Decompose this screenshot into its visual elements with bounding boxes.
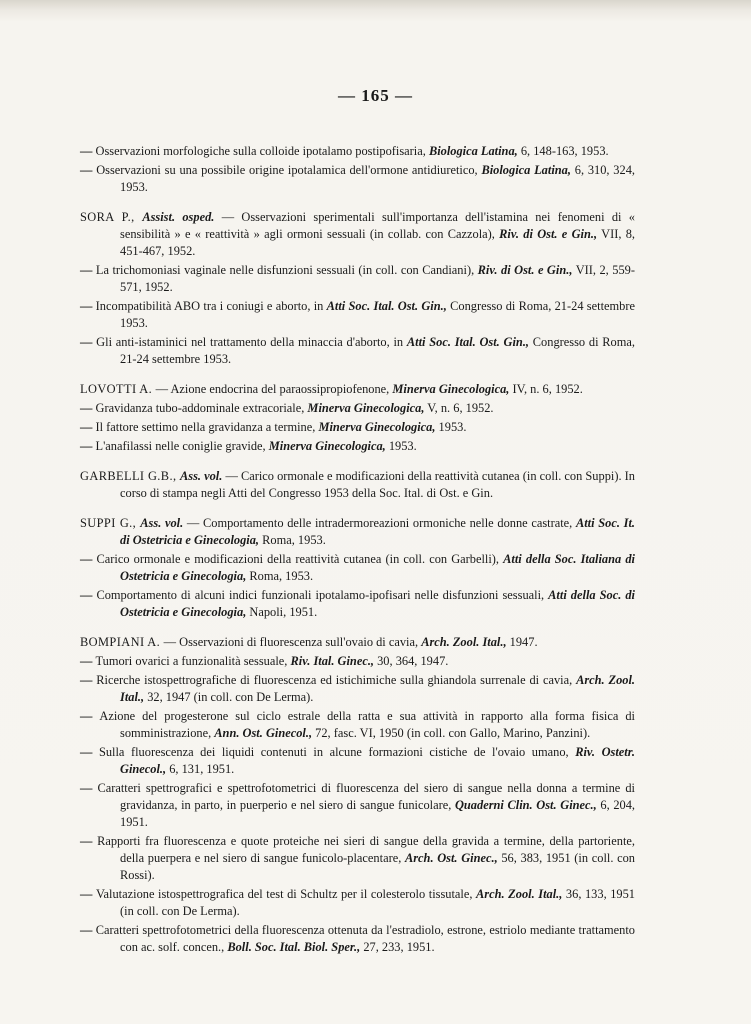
entry-text: VII, 8, 451-467, 1952. <box>120 227 635 258</box>
entry-text: Tumori ovarici a funzionalità sessuale, <box>95 654 291 668</box>
entry-text: 6, 310, 324, 1953. <box>120 163 635 194</box>
entry-text: Osservazioni morfologiche sulla colloide ipotalamo postipofisaria, <box>95 144 429 158</box>
bibliography-entry <box>80 515 635 549</box>
entry-author: SORA P., <box>80 210 143 224</box>
entry-text: Carico ormonale e modificazioni della reattività cutanea (in coll. con Garbelli), <box>96 552 504 566</box>
entry-text: Incompatibilità ABO tra i coniugi e aborto, in <box>95 299 327 313</box>
entry-text: — Comportamento delle intradermoreazioni ormoniche nelle donne castrate, <box>183 516 576 530</box>
entry-text: Gli anti-istaminici nel trattamento della minaccia d'aborto, in <box>96 335 407 349</box>
entry-author: GARBELLI G.B., <box>80 469 180 483</box>
bibliography-entry <box>80 209 635 260</box>
entry-text: 56, 383, 1951 (in coll. con Rossi). <box>120 851 635 882</box>
journal-title: Atti della Soc. di Ostetricia e Ginecologia, <box>120 588 635 619</box>
bibliography-entry <box>80 162 635 196</box>
journal-title: Riv. di Ost. e Gin., <box>499 227 598 241</box>
entry-text: 1953. <box>385 439 417 453</box>
entry-text: — Osservazioni sperimentali sull'importanza dell'istamina nei fenomeni di « sensibilità » e « reattività » agli ormoni sessuali (in collab. con Cazzola), <box>120 210 635 241</box>
journal-title: Riv. di Ost. e Gin., <box>477 263 573 277</box>
bibliography-entry <box>80 400 635 417</box>
entry-text: Ricerche istospettrografiche di fluorescenza ed istichimiche sulla ghiandola surrenale di cavia, <box>96 673 577 687</box>
entry-text: 27, 233, 1951. <box>360 940 435 954</box>
entry-dash: — <box>80 144 96 158</box>
bibliography-section <box>80 634 635 956</box>
entry-dash: — <box>80 834 98 848</box>
journal-title: Atti Soc. Ital. Ost. Gin., <box>406 335 530 349</box>
bibliography-entry <box>80 298 635 332</box>
bibliography-entry <box>80 886 635 920</box>
journal-title: Ann. Ost. Ginecol., <box>214 726 313 740</box>
bibliography-section <box>80 515 635 621</box>
entry-text: 6, 148-163, 1953. <box>517 144 609 158</box>
entry-text: Roma, 1953. <box>259 533 326 547</box>
bibliography-entry <box>80 780 635 831</box>
bibliography-entry <box>80 672 635 706</box>
journal-title: Biologica Latina, <box>481 163 571 177</box>
bibliography-entry <box>80 922 635 956</box>
entry-dash: — <box>80 163 97 177</box>
journal-title: Boll. Soc. Ital. Biol. Sper., <box>227 940 361 954</box>
bibliography-section <box>80 143 635 196</box>
bibliography-entry <box>80 634 635 651</box>
entry-text: 30, 364, 1947. <box>374 654 449 668</box>
bibliography-entry <box>80 744 635 778</box>
journal-title: Atti della Soc. Italiana di Ostetricia e Ginecologia, <box>120 552 635 583</box>
entry-text: 6, 131, 1951. <box>166 762 235 776</box>
journal-title: Arch. Ost. Ginec., <box>404 851 498 865</box>
entry-dash: — <box>80 588 97 602</box>
entry-text: Azione del progesterone sul ciclo estrale della ratta e sua attività in rapporto alla forma fisica di somministrazione, <box>99 709 635 740</box>
entry-text: VII, 2, 559-571, 1952. <box>120 263 635 294</box>
entry-text: Comportamento di alcuni indici funzionali ipotalamo-ipofisari nelle disfunzioni sessuali, <box>96 588 549 602</box>
journal-title: Arch. Zool. Ital., <box>421 635 507 649</box>
bibliography-entry <box>80 468 635 502</box>
entry-dash: — <box>80 745 99 759</box>
entry-text: Roma, 1953. <box>246 569 314 583</box>
entry-author: BOMPIANI A. <box>80 635 164 649</box>
bibliography-section <box>80 468 635 502</box>
entry-author: LOVOTTI A. <box>80 382 156 396</box>
bibliography-entry <box>80 262 635 296</box>
entry-text: 36, 133, 1951 (in coll. con De Lerma). <box>120 887 636 918</box>
journal-title: Assist. osped. <box>142 210 215 224</box>
entry-dash: — <box>80 887 96 901</box>
entry-dash: — <box>80 299 96 313</box>
entry-dash: — <box>80 923 96 937</box>
entry-dash: — <box>80 781 98 795</box>
page-number: — 165 — <box>338 86 413 105</box>
journal-title: Minerva Ginecologica, <box>318 420 436 434</box>
bibliography-entry <box>80 334 635 368</box>
bibliography-entry <box>80 438 635 455</box>
entry-text: 6, 204, 1951. <box>120 798 636 829</box>
bibliography-list <box>80 143 635 969</box>
entry-dash: — <box>80 420 96 434</box>
bibliography-entry <box>80 551 635 585</box>
entry-dash: — <box>80 654 96 668</box>
journal-title: Quaderni Clin. Ost. Ginec., <box>454 798 597 812</box>
journal-title: Arch. Zool. Ital., <box>120 673 636 704</box>
entry-text: 32, 1947 (in coll. con De Lerma). <box>144 690 314 704</box>
journal-title: Minerva Ginecologica, <box>307 401 425 415</box>
entry-text: — Azione endocrina del paraossipropiofenone, <box>155 382 393 396</box>
entry-dash: — <box>80 709 100 723</box>
journal-title: Biologica Latina, <box>428 144 518 158</box>
bibliography-entry <box>80 381 635 398</box>
journal-title: Minerva Ginecologica, <box>268 439 386 453</box>
entry-text: Rapporti fra fluorescenza e quote proteiche nei sieri di sangue della gravida a termine, della partoriente, della puerpera e nel siero di sangue funicolo-placentare, <box>97 834 635 865</box>
entry-text: 1953. <box>435 420 467 434</box>
entry-dash: — <box>80 335 97 349</box>
bibliography-entry <box>80 708 635 742</box>
entry-text: Congresso di Roma, 21-24 settembre 1953. <box>120 335 635 366</box>
entry-text: 72, fasc. VI, 1950 (in coll. con Gallo, Marino, Panzini). <box>312 726 591 740</box>
entry-dash: — <box>80 263 96 277</box>
bibliography-section <box>80 381 635 455</box>
entry-text: Osservazioni su una possibile origine ipotalamica dell'ormone antidiuretico, <box>96 163 482 177</box>
entry-text: Napoli, 1951. <box>246 605 318 619</box>
entry-text: Valutazione istospettrografica del test di Schultz per il colesterolo tissutale, <box>95 887 477 901</box>
bibliography-entry <box>80 833 635 884</box>
bibliography-entry <box>80 653 635 670</box>
entry-text: 1947. <box>506 635 538 649</box>
journal-title: Minerva Ginecologica, <box>392 382 510 396</box>
entry-dash: — <box>80 673 97 687</box>
entry-text: Caratteri spettrofotometrici della fluorescenza ottenuta da l'estradiolo, estrone, estriolo mediante trattamento con ac. solf. concen., <box>95 923 635 954</box>
bibliography-section <box>80 209 635 368</box>
entry-dash: — <box>80 401 96 415</box>
entry-text: Gravidanza tubo-addominale extracoriale, <box>95 401 308 415</box>
entry-text: Congresso di Roma, 21-24 settembre 1953. <box>120 299 635 330</box>
entry-dash: — <box>80 552 97 566</box>
bibliography-entry <box>80 587 635 621</box>
entry-text: La trichomoniasi vaginale nelle disfunzioni sessuali (in coll. con Candiani), <box>95 263 478 277</box>
journal-title: Riv. Ostetr. Ginecol., <box>120 745 635 776</box>
journal-title: Ass. vol. <box>140 516 184 530</box>
bibliography-entry <box>80 419 635 436</box>
entry-text: Caratteri spettrografici e spettrofotometrici di fluorescenza del siero di sangue nella donna a termine di gravidanza, in parto, in puerperio e nel siero di sangue funicolare, <box>97 781 635 812</box>
journal-title: Atti Soc. It. di Ostetricia e Ginecologia, <box>120 516 635 547</box>
entry-author: SUPPI G., <box>80 516 141 530</box>
entry-dash: — <box>80 439 96 453</box>
entry-text: Sulla fluorescenza dei liquidi contenuti in alcune formazioni cistiche de l'ovaio umano, <box>98 745 576 759</box>
entry-text: Il fattore settimo nella gravidanza a termine, <box>95 420 319 434</box>
entry-text: — Carico ormonale e modificazioni della reattività cutanea (in coll. con Suppi). In corso di stampa negli Atti del Congresso 1953 della Soc. Ital. di Ost. e Gin. <box>120 469 635 500</box>
entry-text: IV, n. 6, 1952. <box>509 382 583 396</box>
journal-title: Atti Soc. Ital. Ost. Gin., <box>326 299 447 313</box>
entry-text: L'anafilassi nelle coniglie gravide, <box>95 439 269 453</box>
entry-text: — Osservazioni di fluorescenza sull'ovaio di cavia, <box>163 635 422 649</box>
journal-title: Ass. vol. <box>179 469 223 483</box>
journal-title: Riv. Ital. Ginec., <box>290 654 375 668</box>
bibliography-entry <box>80 143 635 160</box>
journal-title: Arch. Zool. Ital., <box>476 887 563 901</box>
entry-text: V, n. 6, 1952. <box>424 401 494 415</box>
